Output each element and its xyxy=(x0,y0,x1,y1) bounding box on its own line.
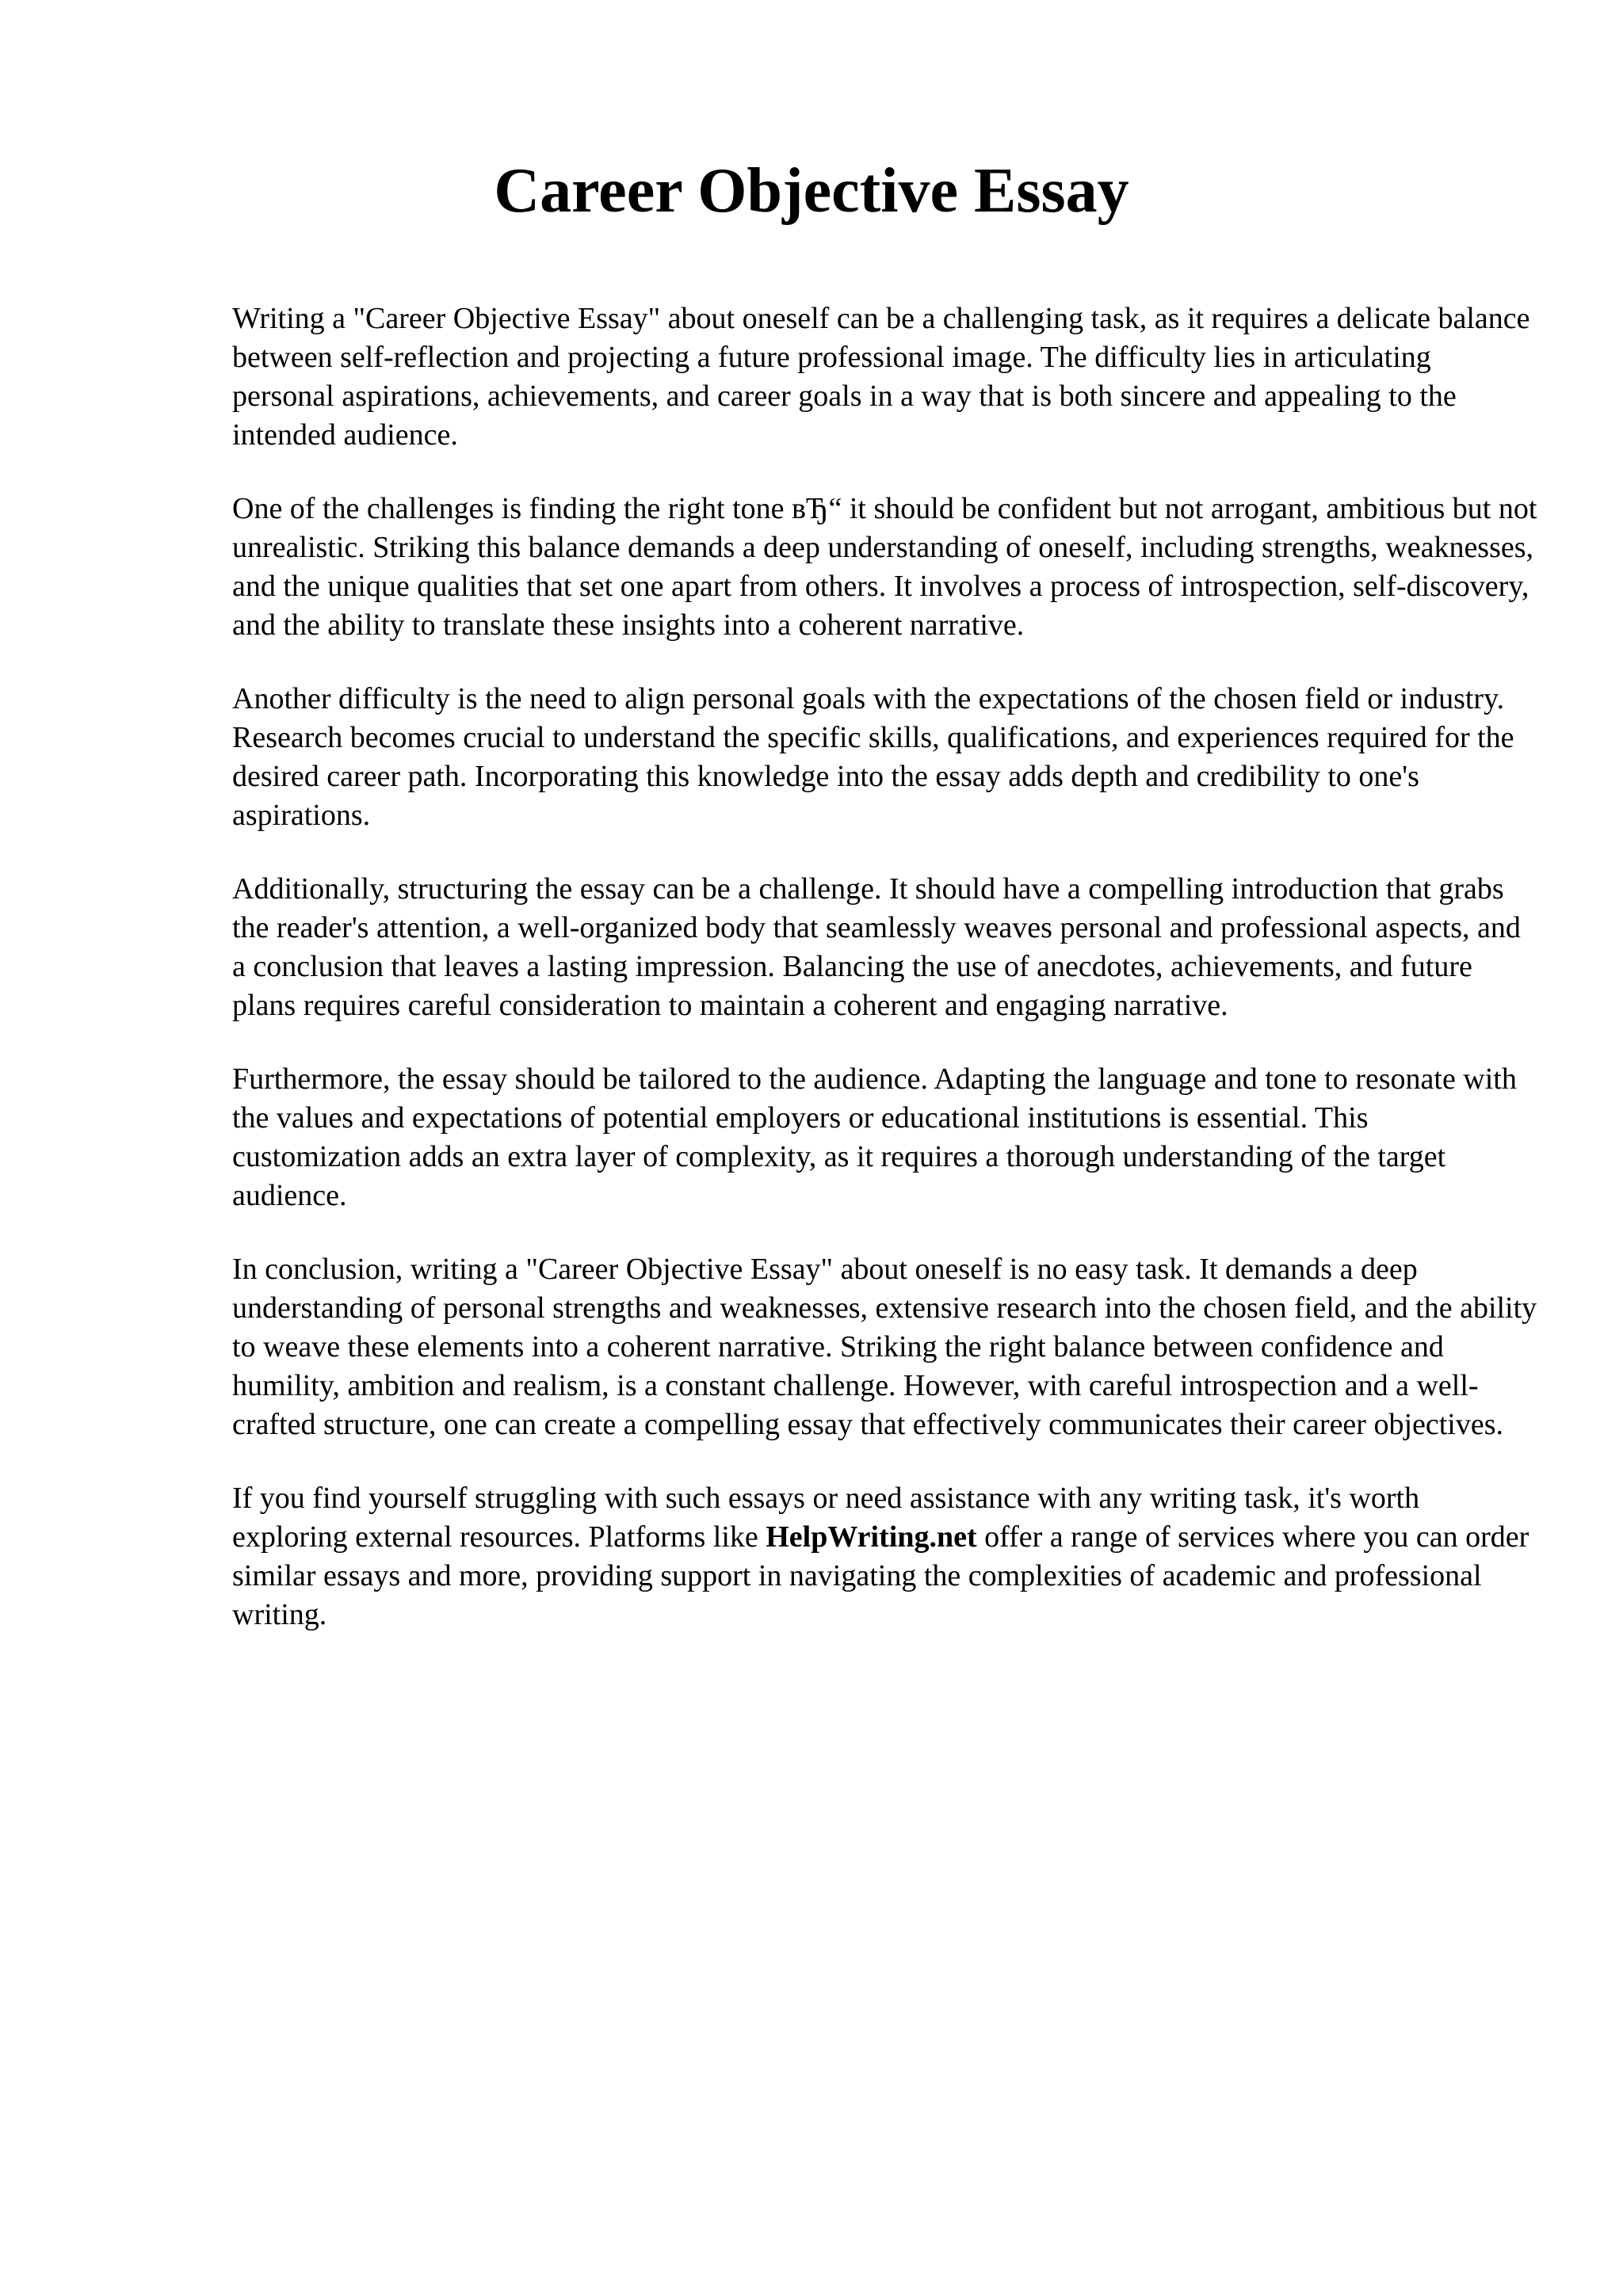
document-title: Career Objective Essay xyxy=(494,156,1129,226)
paragraph-2: One of the challenges is finding the right tone вЂ“ it should be confident but not arrogant, ambitious but not unrealistic. Striking this balance demands a deep understanding of oneself, including strengths, weaknesses, and the unique qualities that set one apart from others. It involves a process of introspection, self-discovery, and the ability to translate these insights into a coherent narrative. xyxy=(232,492,1537,642)
document-body xyxy=(232,299,1540,1669)
paragraph-6: In conclusion, writing a "Career Objective Essay" about oneself is no easy task. It demands a deep understanding of personal strengths and weaknesses, extensive research into the chosen field, and the ability to weave these elements into a coherent narrative. Striking the right balance between confidence and humility, ambition and realism, is a constant challenge. However, with careful introspection and a well-crafted structure, one can create a compelling essay that effectively communicates their career objectives. xyxy=(232,1253,1537,1441)
paragraph-1: Writing a "Career Objective Essay" about oneself can be a challenging task, as it requires a delicate balance between self-reflection and projecting a future professional image. The difficulty lies in articulating personal aspirations, achievements, and career goals in a way that is both sincere and appealing to the intended audience. xyxy=(232,302,1530,452)
paragraph-3: Another difficulty is the need to align personal goals with the expectations of the chosen field or industry. Research becomes crucial to understand the specific skills, qualifications, and experiences required for the desired career path. Incorporating this knowledge into the essay adds depth and credibility to one's aspirations. xyxy=(232,682,1514,832)
brand-name: HelpWriting.net xyxy=(766,1520,977,1554)
closing-paragraph xyxy=(232,1479,1540,1634)
closing-text-after: offer a range of services where you can order similar essays and more, providing support in navigating the complexities of academic and professional writing. xyxy=(232,1520,1529,1631)
paragraph-5: Furthermore, the essay should be tailored to the audience. Adapting the language and tone to resonate with the values and expectations of potential employers or educational institutions is essential. This customization adds an extra layer of complexity, as it requires a thorough understanding of the target audience. xyxy=(232,1062,1517,1212)
paragraph-4: Additionally, structuring the essay can be a challenge. It should have a compelling introduction that grabs the reader's attention, a well-organized body that seamlessly weaves personal and professional aspects, and a conclusion that leaves a lasting impression. Balancing the use of anecdotes, achievements, and future plans requires careful consideration to maintain a coherent and engaging narrative. xyxy=(232,872,1521,1022)
closing-text-before: If you find yourself struggling with such essays or need assistance with any writing task, it's worth exploring external resources. Platforms like xyxy=(232,1482,1420,1554)
